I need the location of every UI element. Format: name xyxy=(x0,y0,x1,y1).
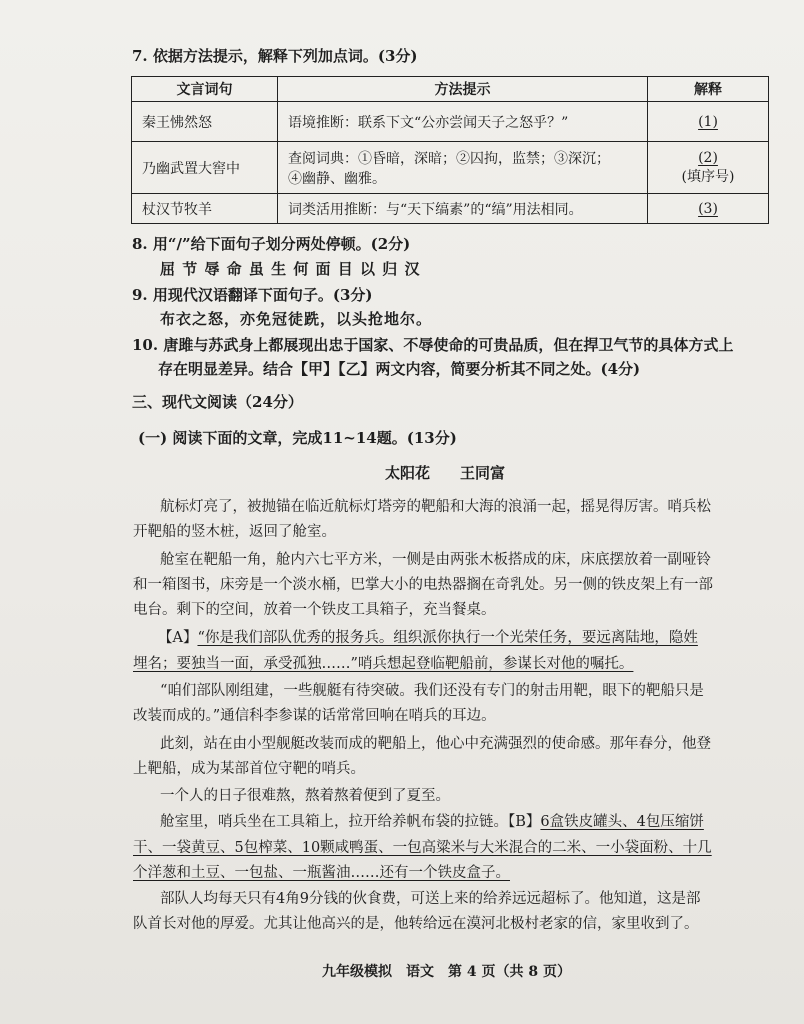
paragraph-line: 舱室在靶船一角，舱内六七平方米，一侧是由两张木板搭成的床，床底摆放着一副哑铃 xyxy=(160,552,711,568)
paragraph-line: 改装而成的。”通信科李参谋的话常常回响在哨兵的耳边。 xyxy=(133,708,496,724)
paragraph-line: “咱们部队刚组建，一些舰艇有待突破。我们还没有专门的射击用靶，眼下的靶船只是 xyxy=(160,683,704,699)
q8-sentence: 屈 节 辱 命 虽 生 何 面 目 以 归 汉 xyxy=(160,260,421,278)
paragraph-line: 部队人均每天只有4角9分钱的伙食费，可送上来的给养远远超标了。他知道，这是部 xyxy=(160,891,701,907)
q10-line-1: 10. 唐雎与苏武身上都展现出忠于国家、不辱使命的可贵品质，但在捍卫气节的具体方式上 xyxy=(132,336,734,354)
q9-sentence: 布衣之怒，亦免冠徒跣，以头抢地尔。 xyxy=(160,310,433,328)
paragraph-line: 开靶船的竖木桩，返回了舱室。 xyxy=(133,524,336,540)
paragraph-line: 队首长对他的厚爱。尤其让他高兴的是，他转给远在漠河北极村老家的信，家里收到了。 xyxy=(133,916,699,932)
table-row xyxy=(132,194,769,224)
paragraph-line: 航标灯亮了，被抛锚在临近航标灯塔旁的靶船和大海的浪涌一起，摇晃得厉害。哨兵松 xyxy=(160,499,711,515)
section-heading: 三、现代文阅读（24分） xyxy=(132,393,303,411)
underlined-passage-b: 6盒铁皮罐头、4包压缩饼 xyxy=(540,814,704,830)
paragraph-line: 和一箱图书，床旁是一个淡水桶，巴掌大小的电热器搁在奇乳处。另一侧的铁皮架上有一部 xyxy=(133,577,713,593)
row-phrase: 秦王怫然怒 xyxy=(132,102,278,142)
hint-line: ④幽静、幽雅。 xyxy=(288,170,386,187)
article-title: 太阳花 王同富 xyxy=(385,464,506,482)
underlined-passage-b-cont: 个洋葱和土豆、一包盐、一瓶酱油……还有一个铁皮盒子。 xyxy=(133,865,510,881)
row-phrase: 乃幽武置大窖中 xyxy=(132,142,278,194)
row-hint xyxy=(278,142,648,194)
paragraph-line-a xyxy=(158,628,698,648)
row-hint: 词类活用推断：与“天下缟素”的“缟”用法相同。 xyxy=(278,194,648,224)
paragraph-line-b: 舱室里，哨兵坐在工具箱上，拉开给养帆布袋的拉链。【B】6盒铁皮罐头、4包压缩饼 xyxy=(160,814,704,830)
q7-prompt: 7. 依据方法提示，解释下列加点词。(3分) xyxy=(132,47,418,65)
underlined-passage-a: “你是我们部队优秀的报务兵。组织派你执行一个光荣任务，要远离陆地，隐姓 xyxy=(197,630,698,646)
table-header-row xyxy=(132,77,769,102)
table-row xyxy=(132,102,769,142)
section-subheading: (一) 阅读下面的文章，完成11~14题。(13分) xyxy=(138,429,457,447)
underlined-passage-b-cont: 干、一袋黄豆、5包榨菜、10颗咸鸭蛋、一包高粱米与大米混合的二米、一小袋面粉、十几 xyxy=(133,840,712,856)
table-row xyxy=(132,142,769,194)
hint-line: 查阅词典：①昏暗，深暗；②囚拘，监禁；③深沉； xyxy=(288,150,610,167)
q7-table xyxy=(131,76,769,224)
q10-line-2: 存在明显差异。结合【甲】【乙】两文内容，简要分析其不同之处。(4分) xyxy=(158,360,641,378)
q8-prompt: 8. 用“/”给下面句子划分两处停顿。(2分) xyxy=(132,235,411,253)
marker-a: 【A】 xyxy=(158,630,198,646)
col-header-hint: 方法提示 xyxy=(278,77,648,102)
answer-blank-3[interactable]: (3) xyxy=(648,194,769,224)
paragraph-line: 一个人的日子很难熬，熬着熬着便到了夏至。 xyxy=(160,788,450,804)
row-phrase: 杖汉节牧羊 xyxy=(132,194,278,224)
answer-note: (填序号) xyxy=(681,168,735,185)
col-header-answer: 解释 xyxy=(648,77,769,102)
answer-blank-1[interactable]: (1) xyxy=(648,102,769,142)
q9-prompt: 9. 用现代汉语翻译下面句子。(3分) xyxy=(132,286,373,304)
answer-blank-2[interactable]: (2) (填序号) xyxy=(648,142,769,194)
marker-b: 【B】 xyxy=(508,814,541,830)
col-header-phrase: 文言词句 xyxy=(132,77,278,102)
paragraph-line: 上靶船，成为某部首位守靶的哨兵。 xyxy=(133,761,365,777)
row-hint: 语境推断：联系下文“公亦尝闻天子之怒乎？” xyxy=(278,102,648,142)
underlined-passage-a-cont: 埋名；要独当一面，承受孤独……”哨兵想起登临靶船前，参谋长对他的嘱托。 xyxy=(133,656,634,672)
page-footer: 九年级模拟 语文 第 4 页（共 8 页） xyxy=(322,964,571,980)
paragraph-line: 此刻，站在由小型舰艇改装而成的靶船上，他心中充满强烈的使命感。那年春分，他登 xyxy=(160,736,711,752)
paragraph-line: 电台。剩下的空间，放着一个铁皮工具箱子，充当餐桌。 xyxy=(133,602,496,618)
